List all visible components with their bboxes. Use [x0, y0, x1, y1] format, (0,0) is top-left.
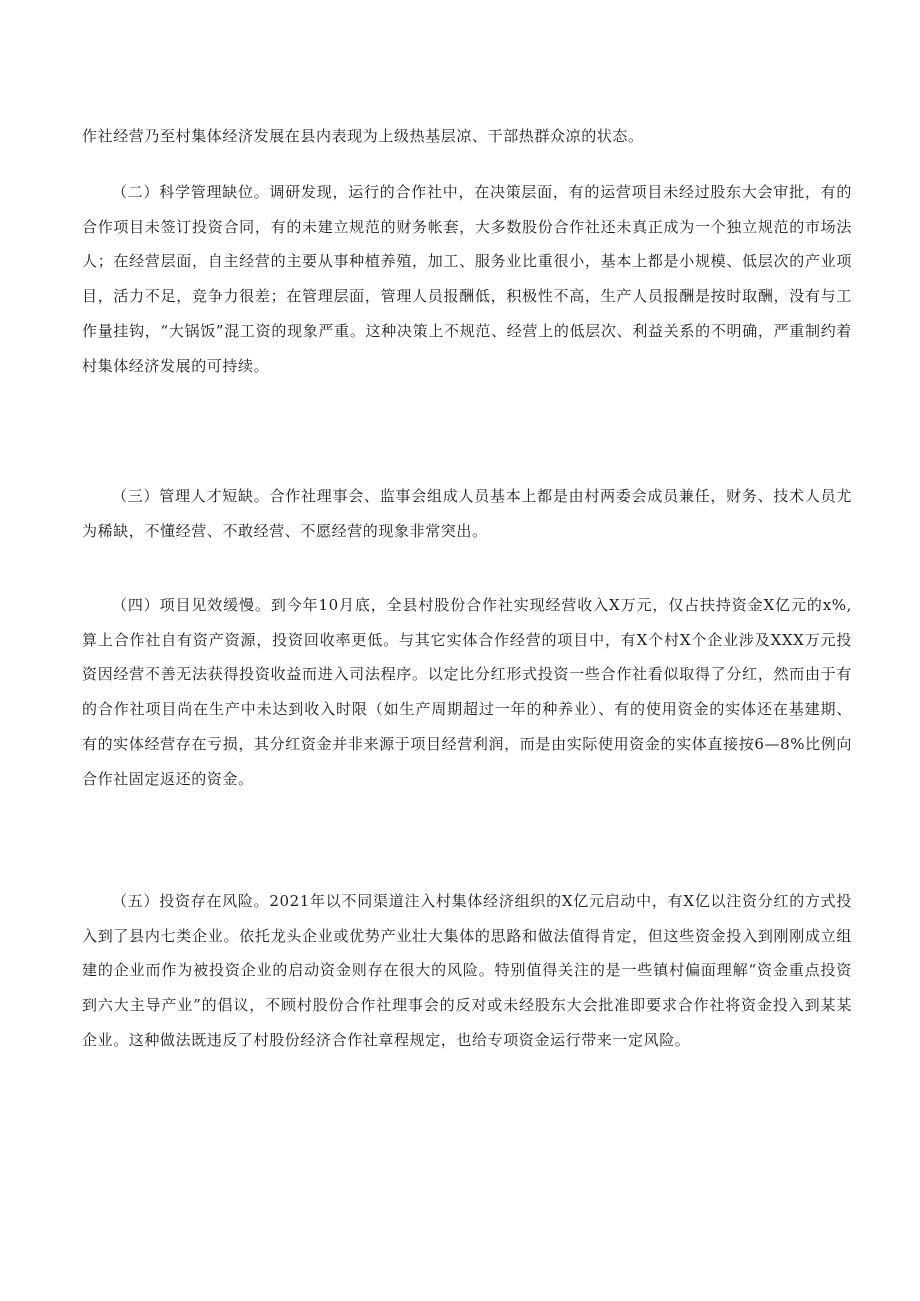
paragraph-management-deficiency: （二）科学管理缺位。调研发现，运行的合作社中，在决策层面，有的运营项目未经过股东大会审批，有的合作项目未签订投资合同，有的未建立规范的财务帐套，大多数股份合作社还未真正成为一个独立规范的市场法人；在经营层面，自主经营的主要从事种植养殖，加工、服务业比重很小，基本上都是小规模、低层次的产业项目，活力不足，竞争力很差；在管理层面，管理人员报酬低，积极性不高，生产人员报酬是按时取酬，没有与工作量挂钩，“大锅饭”混工资的现象严重。这种决策上不规范、经营上的低层次、利益关系的不明确，严重制约着村集体经济发展的可持续。: [82, 183, 852, 375]
paragraph-continuation: 作社经营乃至村集体经济发展在县内表现为上级热基层凉、干部热群众凉的状态。: [82, 127, 644, 145]
paragraph-slow-returns: （四）项目见效缓慢。到今年10月底，全县村股份合作社实现经营收入X万元，仅占扶持资金X亿元的x%,算上合作社自有资产资源，投资回收率更低。与其它实体合作经营的项目中，有X个村X个企业涉及XXX万元投资因经营不善无法获得投资收益而进入司法程序。以定比分红形式投资一些合作社看似取得了分红，然而由于有的合作社项目尚在生产中未达到收入时限（如生产周期超过一年的种养业）、有的使用资金的实体还在基建期、有的实体经营存在亏损，其分红资金并非来源于项目经营利润，而是由实际使用资金的实体直接按6—8%比例向合作社固定返还的资金。: [82, 596, 852, 788]
paragraph-investment-risk: （五）投资存在风险。2021年以不同渠道注入村集体经济组织的X亿元启动中，有X亿以注资分红的方式投入到了县内七类企业。依托龙头企业或优势产业壮大集体的思路和做法值得肯定，但这些资金投入到刚刚成立组建的企业而作为被投资企业的启动资金则存在很大的风险。特别值得关注的是一些镇村偏面理解“资金重点投资到六大主导产业”的倡议，不顾村股份合作社理事会的反对或未经股东大会批准即要求合作社将资金投入到某某企业。这种做法既违反了村股份经济合作社章程规定，也给专项资金运行带来一定风险。: [82, 892, 852, 1049]
paragraph-talent-shortage: （三）管理人才短缺。合作社理事会、监事会组成人员基本上都是由村两委会成员兼任，财务、技术人员尤为稀缺，不懂经营、不敢经营、不愿经营的现象非常突出。: [82, 487, 852, 540]
